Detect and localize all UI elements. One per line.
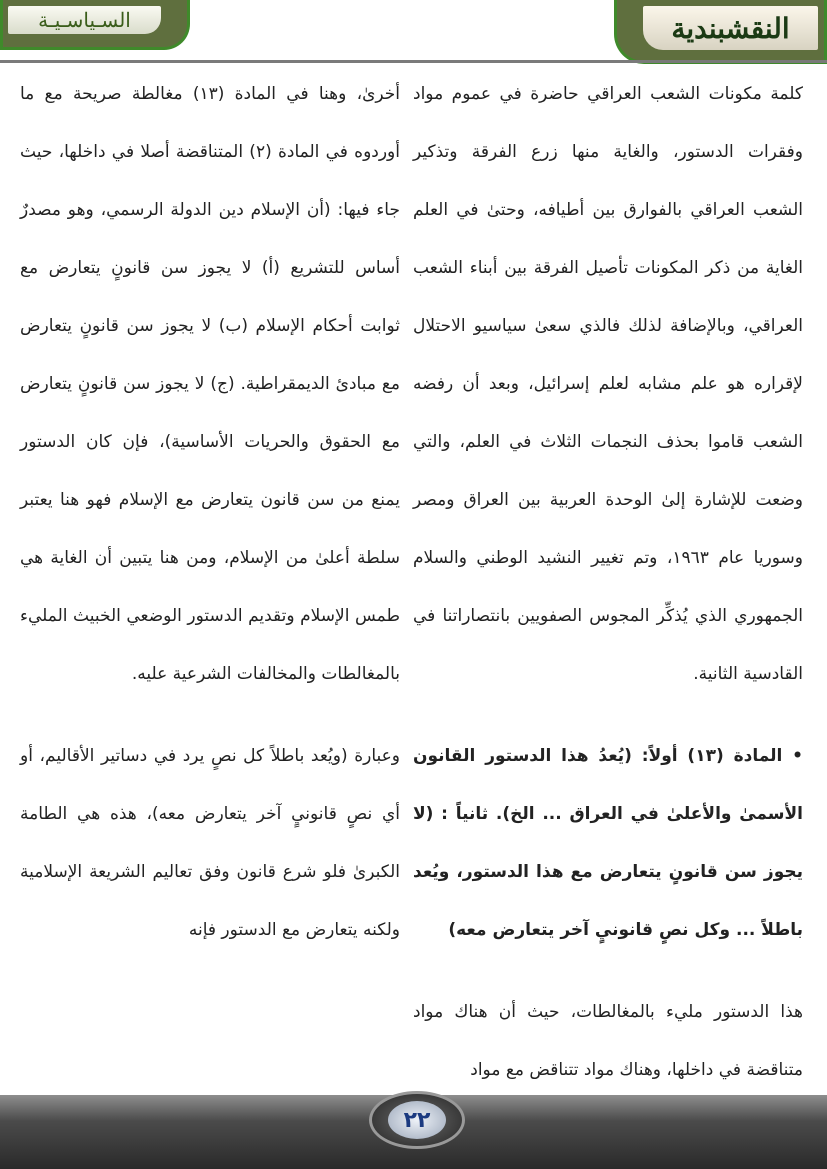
article-heading: • المادة (١٣) أولاً: (يُعدُ هذا الدستور القانون الأسمىٰ والأعلىٰ في العراق ... الخ). ثانياً : (لا يجوز سن قانونٍ يتعارض مع هذا الدستور، ويُعد باطلاً ... وكل نصٍ قانونيٍ آخر يتعارض معه) <box>413 746 803 940</box>
section-title: السـياسـيـة <box>8 6 161 34</box>
left-column <box>20 65 400 959</box>
right-column <box>413 65 803 1099</box>
header-divider <box>0 60 827 63</box>
paragraph: أخرىٰ، وهنا في المادة (١٣) مغالطة صريحة مع ما أوردوه في المادة (٢) المتناقضة أصلا في داخلها، حيث جاء فيها: (أن الإسلام دين الدولة الرسمي، وهو مصدرٌ أساس للتشريع (أ) لا يجوز سن قانونٍ يتعارض مع ثوابت أحكام الإسلام (ب) لا يجوز سن قانونٍ يتعارض مع مبادئ الديمقراطية. (ج) لا يجوز سن قانونٍ يتعارض مع الحقوق والحريات الأساسية)، فإن كان الدستور يمنع من سن قانون يتعارض مع الإسلام فهو هنا يعتبر سلطة أعلىٰ من الإسلام، ومن هنا يتبين أن الغاية هي طمس الإسلام وتقديم الدستور الوضعي الخبيث المليء بالمغالطات والمخالفات الشرعية عليه. <box>20 84 400 684</box>
magazine-tab <box>614 0 827 64</box>
paragraph: وعبارة (ويُعد باطلاً كل نصٍ يرد في دساتير الأقاليم، أو أي نصٍ قانونيٍ آخر يتعارض معه)، هذه هي الطامة الكبرىٰ فلو شرع قانون وفق تعاليم الشريعة الإسلامية ولكنه يتعارض مع الدستور فإنه <box>20 746 400 940</box>
paragraph: هذا الدستور مليء بالمغالطات، حيث أن هناك مواد متناقضة في داخلها، وهناك مواد تتناقض مع مواد <box>413 1002 803 1080</box>
magazine-title: النقشبندية <box>643 6 818 50</box>
page-number-badge <box>369 1091 465 1149</box>
page-number: ٢٢ <box>388 1101 446 1139</box>
paragraph: كلمة مكونات الشعب العراقي حاضرة في عموم مواد وفقرات الدستور، والغاية منها زرع الفرقة وتذكير الشعب العراقي بالفوارق بين أطيافه، وحتىٰ في العلم الغاية من ذكر المكونات تأصيل الفرقة بين أبناء الشعب العراقي، وبالإضافة لذلك فالذي سعىٰ سياسيو الاحتلال لإقراره هو علم مشابه لعلم إسرائيل، وبعد أن رفضه الشعب قاموا بحذف النجمات الثلاث في العلم، والتي وضعت للإشارة إلىٰ الوحدة العربية بين العراق ومصر وسوريا عام ١٩٦٣، وتم تغيير النشيد الوطني والسلام الجمهوري الذي يُذكِّر المجوس الصفويين بانتصاراتنا في القادسية الثانية. <box>413 84 804 684</box>
section-tab <box>0 0 190 50</box>
